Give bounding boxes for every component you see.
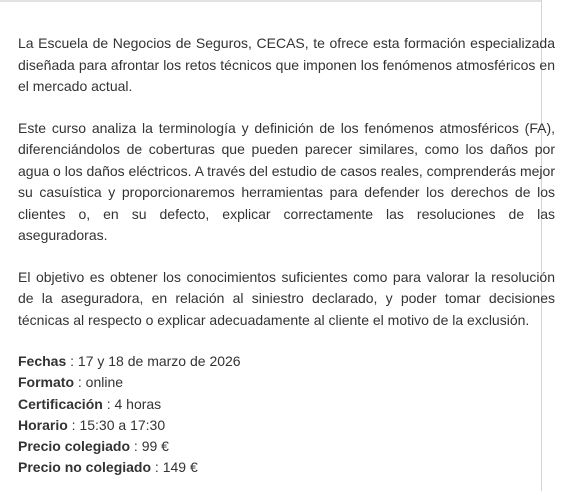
detail-dates (18, 351, 555, 372)
detail-value: : 99 € (130, 438, 169, 455)
course-description (18, 33, 555, 479)
detail-certification (18, 394, 555, 415)
detail-label: Fechas (18, 353, 67, 369)
course-summary-paragraph: Este curso analiza la terminología y definición de los fenómenos atmosféricos (FA), diferenciándolos de coberturas que pueden parecer similares, como los daños por agua o los daños eléctricos. A través del estudio de casos reales, comprenderás mejor su casuística y proporcionaremos herramientas para defender los derechos de los clientes o, en su defecto, explicar correctamente las resoluciones de las aseguradoras. (18, 119, 555, 243)
detail-label: Horario (18, 416, 68, 433)
intro-paragraph: La Escuela de Negocios de Seguros, CECAS, te ofrece esta formación especializada diseñada para afrontar los retos técnicos que imponen los fenómenos atmosféricos en el mercado actual. (18, 35, 555, 94)
detail-value: : 149 € (151, 459, 198, 476)
detail-price-non-member (18, 457, 555, 478)
detail-label: Formato (18, 374, 74, 391)
detail-format (18, 372, 555, 393)
detail-value: : 4 horas (102, 395, 162, 412)
detail-value: : online (74, 374, 124, 391)
detail-label: Certificación (18, 395, 103, 412)
detail-value: : 15:30 a 17:30 (67, 416, 166, 433)
detail-schedule (18, 415, 555, 436)
course-details (18, 351, 555, 479)
detail-value: : 17 y 18 de marzo de 2026 (66, 353, 241, 369)
objective-paragraph: El objetivo es obtener los conocimientos suficientes como para valorar la resolución de la aseguradora, en relación al siniestro declarado, y poder tomar decisiones técnicas al respecto o explicar adecuadamente al cliente el motivo de la exclusión. (18, 268, 555, 328)
detail-label: Precio no colegiado (18, 459, 152, 476)
top-divider (0, 0, 541, 2)
detail-price-member (18, 436, 555, 457)
detail-label: Precio colegiado (18, 438, 131, 455)
